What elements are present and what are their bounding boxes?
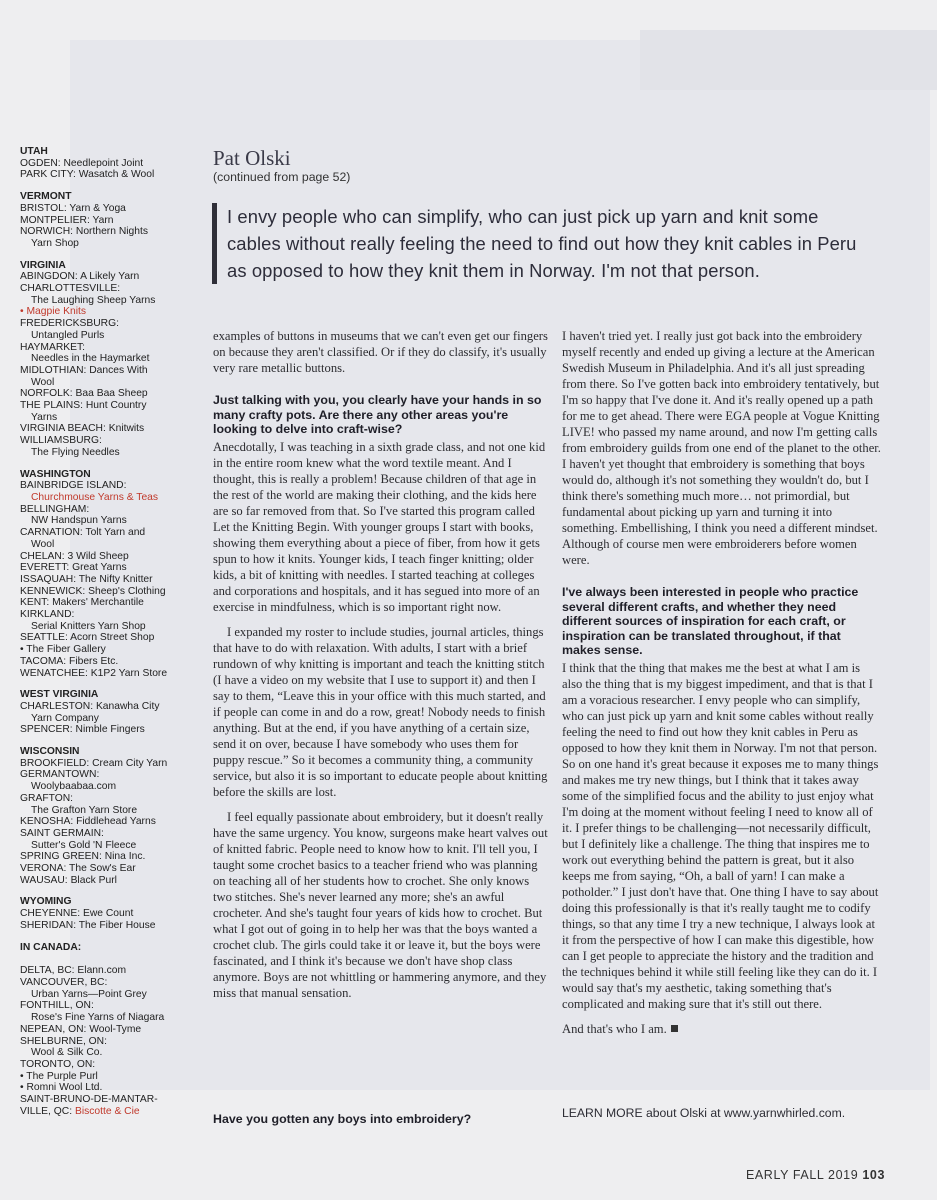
city-name: BELLINGHAM: — [20, 503, 90, 515]
city-name: CHARLESTON: — [20, 700, 94, 712]
directory-entry — [20, 1059, 202, 1071]
city-name: HAYMARKET: — [20, 341, 86, 353]
store-name: The Flying Needles — [31, 446, 120, 458]
state-heading: VERMONT — [20, 191, 72, 203]
city-name: FONTHILL, ON: — [20, 1000, 94, 1012]
city-name: FREDERICKSBURG: — [20, 318, 119, 330]
article-column-1 — [213, 328, 548, 1001]
city-name: NORWICH: — [20, 226, 74, 238]
directory-entry — [20, 1106, 202, 1118]
store-name: Dances With — [89, 364, 148, 376]
store-name: Baa Baa Sheep — [75, 388, 148, 400]
city-name: CHARLOTTESVILLE: — [20, 283, 121, 295]
store-name: Nimble Fingers — [75, 724, 145, 736]
paragraph: Anecdotally, I was teaching in a sixth grade class, and not one kid in the entire room knew what the word textile meant. And I thought, this is really a problem! Because children of that age in the rest of the world are making their clothing, and the kids here are so far removed from that. So I've started this program called Let the Knitting Begin. With younger groups I start with books, showing them everything about a piece of fiber, from how it gets spun to how it knits. Younger kids, I teach finger knitting; older kids, a bit of knitting with needles. I started teaching at colleges and corporations and hospitals, and it has segued into more of an exercise in mindfulness, which is so important right now. — [213, 439, 546, 614]
page-number: 103 — [862, 1168, 885, 1182]
learn-more-link[interactable]: LEARN MORE about Olski at www.yarnwhirled.com. — [562, 1106, 846, 1120]
store-name: Needlepoint Joint — [63, 157, 144, 169]
directory-entry — [20, 1071, 202, 1083]
store-name: Yarn Company — [31, 712, 99, 724]
store-name: The Laughing Sheep Yarns — [31, 294, 156, 306]
paragraph: I think that the thing that makes me the best at what I am is also the thing that is my biggest impediment, and that is that I am a voracious researcher. I envy people who can simplify, who can just pick up yarn and knit some cables without really feeling the need to find out how they knit cables in Peru as opposed to how they knit them in Norway. I'm not that person. So on one hand it's great because it exposes me to many things and makes me try new things, but I think that it takes away some of the simplified focus and the ability to just enjoy what I'm doing at the moment without feeling I need to know all of it. I prefer things to be challenging—not necessarily difficult, but I definitely like a challenge. The thing that inspires me to work out everything behind the pattern is great, but it also keeps me from saying, “Oh, a ball of yarn! I can make a potholder.” I just don't have that. One thing I have to say about doing this professionally is that it's really taught me to codify things, so that any time I try a new technique, I always look at it from the perspective of how I can make this digestible, how can I get people to appreciate the history and the tradition and the techniques behind it while still feeling like they can do it. I would say that's my aesthetic, taking something that's complicated and making sure that it's still out there. — [562, 660, 879, 1011]
city-name: ISSAQUAH: — [20, 573, 77, 585]
store-name: • Romni Wool Ltd. — [20, 1082, 103, 1094]
store-name: Wool — [31, 376, 55, 388]
city-name: BRISTOL: — [20, 202, 67, 214]
store-name: Needles in the Haymarket — [31, 353, 150, 365]
store-name: Sutter's Gold 'N Fleece — [31, 839, 137, 851]
store-name: Fiddlehead Yarns — [76, 816, 156, 828]
paragraph-end — [562, 1021, 882, 1037]
directory-entry — [20, 977, 202, 1000]
city-name: VILLE, QC: — [20, 1105, 73, 1117]
city-name: KENNEWICK: — [20, 585, 86, 597]
city-name: OGDEN: — [20, 157, 61, 169]
directory-entry — [20, 769, 202, 792]
interview-question: Just talking with you, you clearly have your hands in so many crafty pots. Are there any other areas you're looking to delve into craft-wise? — [213, 393, 542, 437]
directory-entry — [20, 1024, 202, 1036]
closing-line: And that's who I am. — [562, 1021, 667, 1036]
store-name: Yarn Shop — [31, 237, 79, 249]
directory-entry — [20, 365, 202, 388]
store-name: The Nifty Knitter — [78, 573, 153, 585]
paragraph: I feel equally passionate about embroidery, but it doesn't really have the same urgency. You know, surgeons make heart valves out of knitted fabric. People need to know how to knit. I'll tell you, I taught some crochet basics to a teacher friend who was planning on teaching all of her students how to crochet. She only knows two stitches. She's never learned any more; she's an awful crocheter. And she's taught four years of kids how to crochet. But what I got out of going in to help her was that the boys wanted a crochet club. The girls could take it or leave it, but the boys were fascinated, and I think it's because we don't have shop class anymore. Boys are not whittling or hammering anymore, and they miss that manual sensation. — [213, 809, 548, 1000]
city-name: GERMANTOWN: — [20, 769, 100, 781]
store-name: Wool — [31, 538, 55, 550]
city-name: KIRKLAND: — [20, 609, 75, 621]
store-name: The Fiber House — [78, 919, 156, 931]
background-image-bleed-top — [640, 30, 937, 90]
store-name: 3 Wild Sheep — [67, 550, 129, 562]
city-name: SAINT GERMAIN: — [20, 827, 104, 839]
city-name: SEATTLE: — [20, 632, 68, 644]
directory-entry — [20, 1036, 202, 1059]
store-name: Great Yarns — [72, 562, 127, 574]
issue-label: EARLY FALL 2019 — [745, 1168, 859, 1182]
directory-entry — [20, 283, 202, 306]
city-name: WAUSAU: — [20, 874, 68, 886]
store-name: Woolybaabaa.com — [31, 781, 117, 793]
paragraph: examples of buttons in museums that we can't even get our fingers on because they aren't classified. Or if they do classify, it's usually very rare metallic buttons. — [213, 329, 548, 375]
store-name: Kanawha City — [95, 700, 160, 712]
store-directory — [20, 146, 202, 1117]
directory-entry — [20, 908, 202, 920]
state-heading: UTAH — [20, 146, 48, 157]
directory-entry — [20, 828, 202, 851]
store-name: Churchmouse Yarns & Teas — [31, 491, 159, 503]
store-name: Biscotte & Cie — [74, 1105, 140, 1117]
store-name: Wasatch & Wool — [78, 169, 155, 181]
city-name: KENT: — [20, 597, 50, 609]
store-name: Rose's Fine Yarns of Niagara — [31, 1012, 165, 1024]
store-name: Yarn — [92, 214, 114, 226]
state-heading: WEST VIRGINIA — [20, 689, 99, 701]
directory-entry — [20, 644, 202, 656]
interview-question: I've always been interested in people who practice several different crafts, and whether they need different sources of inspiration for each craft, or inspiration can be translated throughout, if that makes sense. — [562, 585, 859, 658]
state-heading: VIRGINIA — [20, 259, 66, 271]
article-column-2 — [562, 328, 882, 1037]
city-name: SHELBURNE, ON: — [20, 1035, 107, 1047]
city-name: SAINT-BRUNO-DE-MANTAR- — [20, 1094, 158, 1106]
directory-entry — [20, 158, 202, 170]
store-name: • The Purple Purl — [20, 1070, 98, 1082]
article-subject-name: Pat Olski — [213, 146, 291, 170]
state-heading: WISCONSIN — [20, 746, 80, 758]
directory-entry — [20, 632, 202, 644]
directory-entry — [20, 400, 202, 423]
city-name: CARNATION: — [20, 527, 83, 539]
paragraph: I haven't tried yet. I really just got back into the embroidery myself recently and ended up giving a lecture at the American Swedish Museum in Philadelphia. And it's all just spreading from there. So I've gotten back into embroidery tentatively, but I'm so happy that I've done it. And it's really opened up a path for me to get ahead. There were EGA people at Vogue Knitting LIVE! who passed my name around, and now I'm getting calls from embroidery guilds from one end of the planet to the other. I haven't yet thought that embroidery is something that boys would do, although it's not something they wouldn't do, but I think there's something much more… not primordial, but fundamental about picking up yarn and turning it into something. Embellishing, I think you need a different mindset. Although of course men were embroiderers before women were. — [562, 329, 881, 567]
canada-heading: IN CANADA: — [20, 941, 82, 953]
directory-entry — [20, 271, 202, 283]
directory-entry — [20, 586, 202, 598]
store-name: Acorn Street Shop — [70, 632, 155, 644]
city-name: THE PLAINS: — [20, 400, 83, 412]
directory-entry — [20, 226, 202, 249]
directory-entry — [20, 920, 202, 932]
page-folio — [746, 1168, 885, 1182]
city-name: CHEYENNE: — [20, 908, 81, 920]
store-name: The Grafton Yarn Store — [31, 804, 138, 816]
directory-entry — [20, 609, 202, 632]
city-name: BAINBRIDGE ISLAND: — [20, 480, 127, 492]
store-name: Fibers Etc. — [69, 655, 119, 667]
city-name: NORFOLK: — [20, 388, 73, 400]
store-name: Serial Knitters Yarn Shop — [31, 620, 146, 632]
pull-quote: I envy people who can simplify, who can just pick up yarn and knit some cables without really feeling the need to find out how they knit cables in Peru as opposed to how they knit them in Norway. I'm not that person. — [212, 203, 877, 284]
city-name: DELTA, BC: — [20, 965, 75, 977]
store-name: Yarns — [31, 411, 58, 423]
city-name: TORONTO, ON: — [20, 1058, 96, 1070]
directory-entry — [20, 793, 202, 816]
city-name: SPRING GREEN: — [20, 851, 102, 863]
directory-entry — [20, 169, 202, 181]
city-name: WENATCHEE: — [20, 667, 88, 679]
city-name: NEPEAN, ON: — [20, 1023, 87, 1035]
store-name: Hunt Country — [85, 400, 147, 412]
directory-entry — [20, 306, 202, 318]
city-name: VERONA: — [20, 863, 67, 875]
store-name: K1P2 Yarn Store — [90, 667, 168, 679]
store-name: Urban Yarns—Point Grey — [31, 988, 147, 1000]
city-name: ABINGDON: — [20, 271, 78, 283]
store-name: • The Fiber Gallery — [20, 644, 106, 656]
city-name: KENOSHA: — [20, 816, 74, 828]
city-name: CHELAN: — [20, 550, 65, 562]
directory-entry — [20, 863, 202, 875]
store-name: Nina Inc. — [104, 851, 146, 863]
state-heading: WASHINGTON — [20, 468, 91, 480]
directory-entry — [20, 318, 202, 341]
store-name: Elann.com — [77, 965, 127, 977]
city-name: VIRGINIA BEACH: — [20, 423, 106, 435]
directory-entry — [20, 423, 202, 435]
store-name: Northern Nights — [75, 226, 148, 238]
directory-entry — [20, 668, 202, 680]
city-name: VANCOUVER, BC: — [20, 977, 108, 988]
directory-entry — [20, 562, 202, 574]
city-name: SHERIDAN: — [20, 919, 77, 931]
directory-entry — [20, 527, 202, 550]
city-name: MIDLOTHIAN: — [20, 364, 87, 376]
directory-entry — [20, 1082, 202, 1094]
directory-entry — [20, 203, 202, 215]
interview-question: Have you gotten any boys into embroidery? — [213, 1112, 472, 1126]
store-name: Makers' Merchantile — [52, 597, 144, 609]
directory-entry — [20, 597, 202, 609]
city-name: PARK CITY: — [20, 169, 76, 181]
directory-entry — [20, 816, 202, 828]
city-name: GRAFTON: — [20, 792, 74, 804]
directory-entry — [20, 1000, 202, 1023]
directory-entry — [20, 480, 202, 503]
store-name: Cream City Yarn — [92, 757, 168, 769]
directory-entry — [20, 504, 202, 527]
directory-entry — [20, 656, 202, 668]
directory-entry — [20, 701, 202, 724]
store-name: Ewe Count — [82, 908, 134, 920]
directory-entry — [20, 1094, 202, 1106]
city-name: SPENCER: — [20, 724, 73, 736]
directory-entry — [20, 574, 202, 586]
store-name: Black Purl — [70, 874, 117, 886]
continued-note: (continued from page 52) — [213, 170, 351, 184]
state-heading: WYOMING — [20, 896, 72, 908]
store-name: A Likely Yarn — [80, 271, 140, 283]
store-name: Wool-Tyme — [89, 1023, 142, 1035]
store-name: • Magpie Knits — [20, 306, 86, 318]
directory-entry — [20, 435, 202, 458]
end-mark-icon — [671, 1025, 678, 1032]
directory-entry — [20, 965, 202, 977]
city-name: TACOMA: — [20, 655, 67, 667]
directory-entry — [20, 215, 202, 227]
store-name: Wool & Silk Co. — [31, 1047, 103, 1059]
store-name: Yarn & Yoga — [69, 202, 126, 214]
directory-entry — [20, 724, 202, 736]
store-name: Knitwits — [108, 423, 145, 435]
store-name: Sheep's Clothing — [88, 585, 166, 597]
paragraph: I expanded my roster to include studies, journal articles, things that have to do with relaxation. With adults, I start with a brief rundown of why knitting is important and teach the knitting stitch (I have a video on my website that I use to support it) and then I say to them, “Leave this in your office with this much started, and if people can come in and do a row, great! Nobody needs to finish anything. But at the end, if you have anything of a certain size, send it on over, because I have somebody who uses them for puppy rescue.” So it becomes a community thing, a community service, but also it is so important to educate people about knitting before the skills are lost. — [213, 624, 548, 799]
city-name: BROOKFIELD: — [20, 757, 90, 769]
directory-entry — [20, 851, 202, 863]
directory-entry — [20, 388, 202, 400]
store-name: The Sow's Ear — [69, 863, 136, 875]
city-name: WILLIAMSBURG: — [20, 435, 102, 447]
directory-entry — [20, 875, 202, 887]
store-name: Untangled Purls — [31, 329, 105, 341]
store-name: Tolt Yarn and — [85, 527, 146, 539]
store-name: NW Handspun Yarns — [31, 515, 127, 527]
directory-entry — [20, 342, 202, 365]
article-header — [213, 146, 350, 184]
directory-entry — [20, 758, 202, 770]
city-name: EVERETT: — [20, 562, 70, 574]
directory-entry — [20, 551, 202, 563]
city-name: MONTPELIER: — [20, 214, 90, 226]
